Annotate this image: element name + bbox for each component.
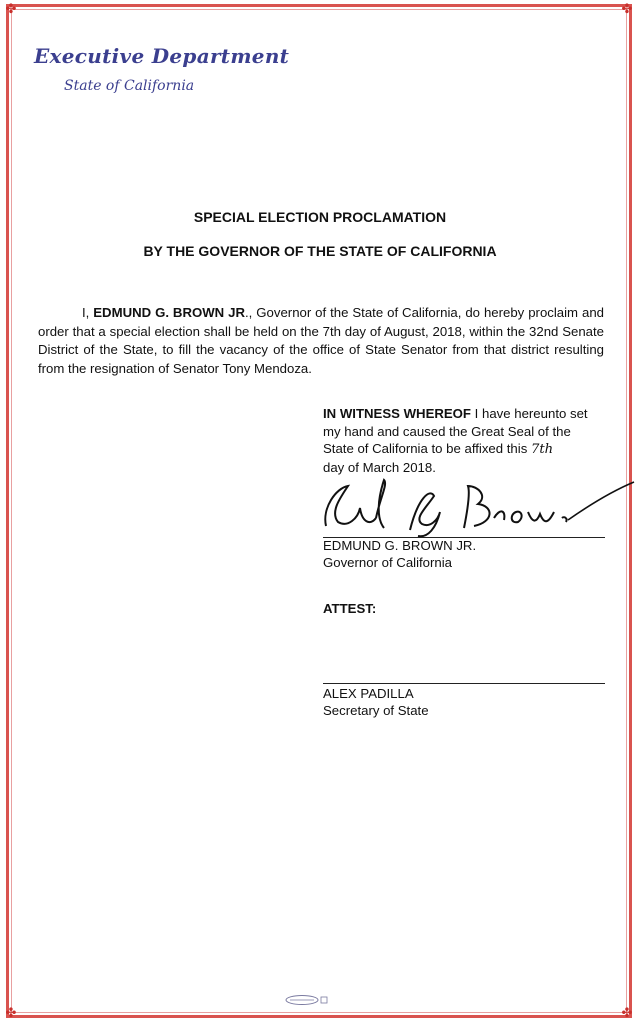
witness-lead: IN WITNESS WHEREOF	[323, 406, 471, 421]
document-title: SPECIAL ELECTION PROCLAMATION	[193, 209, 447, 225]
attest-block	[323, 685, 429, 719]
signatory-title: Governor of California	[323, 555, 453, 570]
witness-date: day of March 2018.	[323, 459, 436, 475]
attest-name: ALEX PADILLA	[323, 686, 414, 701]
attest-title: Secretary of State	[323, 703, 429, 718]
corner-ornament-icon: ✤	[5, 1, 17, 16]
corner-ornament-icon: ✤	[621, 1, 633, 16]
attest-label: ATTEST:	[323, 601, 377, 616]
witness-text: I have hereunto set my hand and caused the Great Seal of the State of California to be affixed this	[323, 406, 588, 456]
signatory-name: EDMUND G. BROWN JR.	[323, 538, 477, 553]
governor-name: EDMUND G. BROWN JR	[93, 305, 246, 320]
witness-clause	[323, 405, 605, 476]
attest-signature-line	[323, 683, 605, 684]
signatory-block	[323, 537, 476, 571]
corner-ornament-icon: ✤	[621, 1005, 633, 1020]
corner-ornament-icon: ✤	[5, 1005, 17, 1020]
proclamation-text: ., Governor of the State of California, do hereby proclaim and order that a special election shall be held on the 7th day of August, 2018, within the 32nd Senate District of the State, to fill the vacancy of the office of State Senator from that district resulting from the resignation of Senator Tony Mendoza.	[38, 305, 604, 376]
printer-mark-icon	[282, 994, 330, 1006]
letterhead	[34, 44, 289, 94]
letterhead-department: Executive Department	[34, 44, 290, 68]
witness-day: 7th	[530, 442, 554, 457]
governor-signature	[318, 478, 636, 540]
document-subtitle: BY THE GOVERNOR OF THE STATE OF CALIFORNIA	[143, 243, 497, 259]
proclamation-paragraph	[38, 304, 604, 378]
letterhead-state: State of California	[64, 78, 195, 94]
proclamation-intro: I,	[82, 305, 94, 320]
